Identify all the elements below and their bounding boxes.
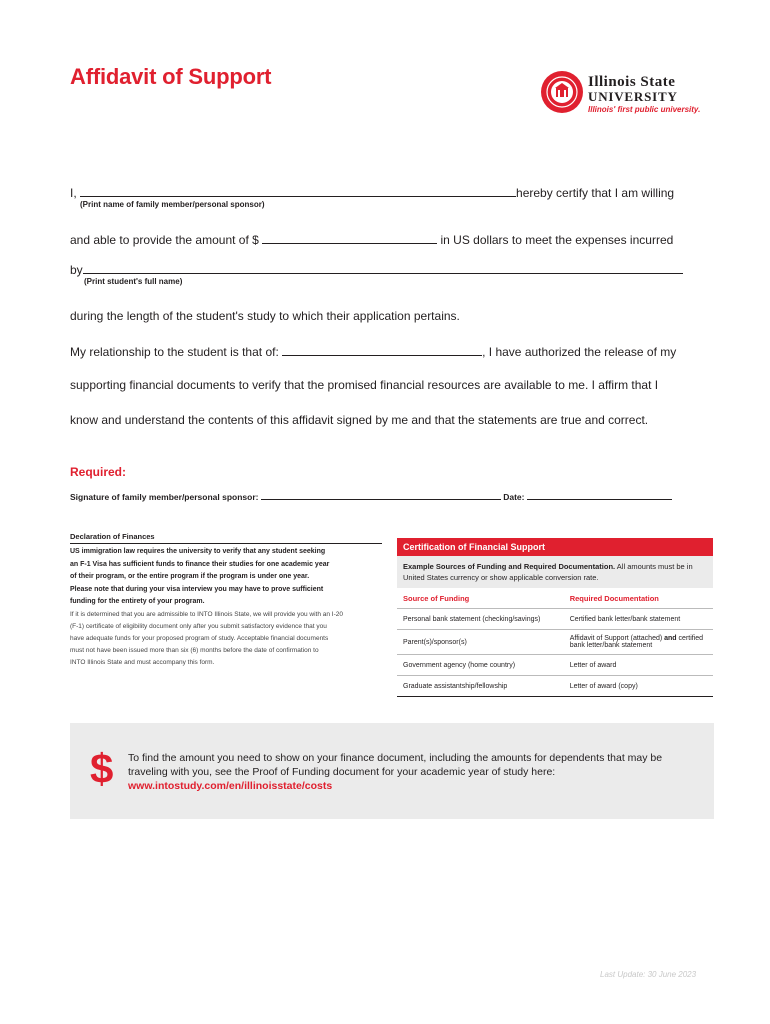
column-source-header: Source of Funding — [403, 594, 470, 603]
page-title: Affidavit of Support — [70, 64, 272, 89]
sponsor-name-hint: (Print name of family member/personal sponsor) — [80, 200, 265, 209]
certification-intro-rest: All amounts must be in United States currency or show applicable conversion rate. — [403, 562, 693, 582]
source-cell: Personal bank statement (checking/savings) — [403, 615, 541, 623]
declaration-of-finances — [70, 532, 382, 669]
certification-header-row — [397, 588, 713, 609]
declaration-small-line: (F-1) certificate of eligibility document only after you submit satisfactory evidence that you — [70, 622, 327, 630]
declaration-small-line: INTO Illinois State and must accompany this form. — [70, 658, 215, 666]
amount-line — [70, 232, 673, 247]
declaration-small-line: must not have been issued more than six (6) months before the date of confirmation to — [70, 646, 319, 654]
source-cell: Parent(s)/sponsor(s) — [403, 638, 467, 646]
line1-suffix: hereby certify that I am willing — [516, 186, 675, 200]
signature-field[interactable] — [261, 490, 501, 500]
line5-prefix: My relationship to the student is that of: — [70, 345, 279, 359]
declaration-small-line: have adequate funds for your proposed program of study. Acceptable financial documents — [70, 634, 329, 642]
student-name-field[interactable] — [83, 262, 683, 274]
duration-statement: during the length of the student's study to which their application pertains. — [70, 309, 460, 323]
doc-cell-b: certified bank letter/bank statement — [569, 635, 704, 649]
doc-cell: Letter of award — [569, 661, 617, 669]
declaration-bold-line: of their program, or the entire program if the program is under one year. — [70, 573, 310, 580]
panel-body: To find the amount you need to show on your finance document, including the amounts for dependents that may be traveling with you, see the Proof of Funding document for your academic year of study here: — [128, 752, 663, 778]
column-doc-header: Required Documentation — [569, 594, 659, 603]
proof-of-funding-panel — [70, 723, 714, 819]
declaration-bold-line: an F-1 Visa has sufficient funds to finance their studies for one academic year — [70, 560, 330, 568]
university-logo — [540, 70, 720, 120]
source-cell: Government agency (home country) — [403, 661, 516, 669]
certification-intro — [397, 556, 713, 588]
relationship-field[interactable] — [282, 344, 482, 356]
logo-name-line2: UNIVERSITY — [588, 89, 678, 104]
line2-suffix: in US dollars to meet the expenses incurred — [440, 233, 674, 247]
doc-cell: Certified bank letter/bank statement — [569, 615, 681, 623]
sponsor-name-field[interactable] — [80, 185, 516, 197]
line3-prefix: by — [70, 263, 83, 277]
required-heading: Required: — [70, 465, 127, 479]
declaration-title: Declaration of Finances — [70, 532, 382, 544]
costs-link[interactable]: www.intostudy.com/en/illinoisstate/costs — [128, 780, 333, 792]
sponsor-name-line — [70, 185, 674, 200]
signature-line — [70, 490, 672, 502]
student-name-line — [70, 262, 683, 277]
line5-suffix: , I have authorized the release of my — [482, 345, 677, 359]
declaration-small-text — [70, 609, 382, 669]
amount-field[interactable] — [262, 232, 437, 244]
logo-tagline: Illinois' first public university. — [588, 105, 701, 114]
university-seal-icon — [540, 70, 584, 114]
doc-cell-a: Affidavit of Support (attached) — [569, 635, 663, 642]
affirmation-statement: know and understand the contents of this affidavit signed by me and that the statements are true and correct. — [70, 413, 649, 427]
source-cell: Graduate assistantship/fellowship — [403, 682, 508, 690]
declaration-bold-line: Please note that during your visa interview you may have to prove sufficient — [70, 585, 324, 593]
doc-cell-and: and — [664, 635, 677, 642]
doc-cell: Letter of award (copy) — [569, 682, 638, 690]
dollar-icon: $ — [90, 745, 114, 792]
relationship-line — [70, 344, 676, 359]
table-row — [397, 655, 713, 676]
line1-prefix: I, — [70, 186, 77, 200]
student-name-hint: (Print student's full name) — [84, 277, 183, 286]
declaration-bold-line: US immigration law requires the university to verify that any student seeking — [70, 548, 326, 555]
panel-text — [128, 751, 703, 793]
certification-intro-bold: Example Sources of Funding and Required Documentation. — [403, 562, 616, 571]
declaration-small-line: If it is determined that you are admissible to INTO Illinois State, we will provide you with an I-20 — [70, 610, 344, 618]
date-field[interactable] — [527, 490, 672, 500]
authorization-statement: supporting financial documents to verify that the promised financial resources are available to me. I affirm that I — [70, 378, 659, 392]
doc-cell — [570, 635, 707, 649]
logo-name-line1: Illinois State — [588, 74, 676, 90]
signature-label: Signature of family member/personal sponsor: — [70, 492, 259, 502]
date-label: Date: — [503, 492, 525, 502]
table-row — [397, 676, 713, 697]
certification-table — [397, 538, 713, 697]
table-row — [397, 630, 713, 655]
declaration-bold-line: funding for the entirety of your program. — [70, 598, 205, 605]
table-row — [397, 609, 713, 630]
certification-title: Certification of Financial Support — [397, 538, 713, 556]
line2-prefix: and able to provide the amount of $ — [70, 233, 259, 247]
declaration-bold-text — [70, 546, 382, 609]
last-update: Last Update: 30 June 2023 — [600, 970, 697, 979]
